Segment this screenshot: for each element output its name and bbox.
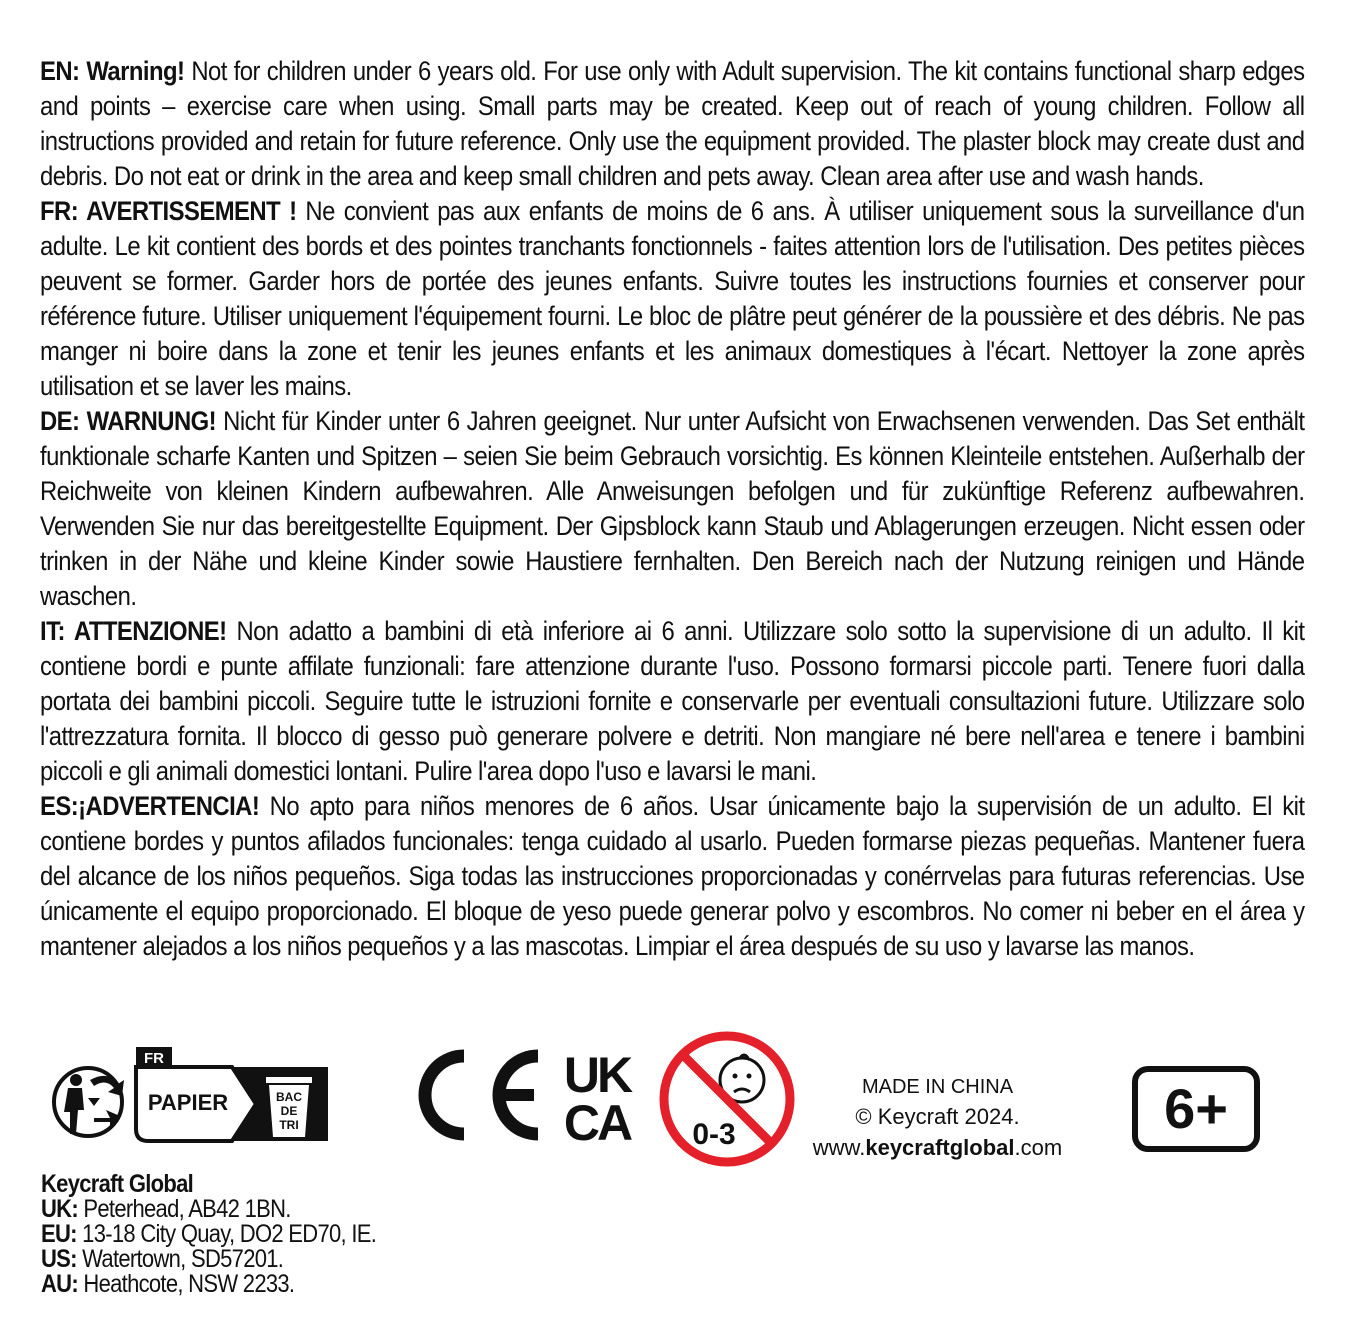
age-6-plus-badge: [1132, 1066, 1260, 1152]
age-badge-text: 6+: [1164, 1077, 1228, 1140]
address-value-au: Heathcote, NSW 2233.: [78, 1270, 295, 1298]
warning-lead-de: DE: WARNUNG!: [40, 406, 217, 436]
age-warning-label: 0-3: [692, 1118, 736, 1151]
website-suffix: .com: [1014, 1135, 1063, 1160]
bin-label-line1: BAC: [276, 1090, 302, 1104]
address-line-au: [41, 1272, 376, 1297]
triman-recycling-icon: [48, 1058, 130, 1142]
warning-body-de: Nicht für Kinder unter 6 Jahren geeignet. Nur unter Aufsicht von Erwachsenen verwenden. Das Set enthält funktionale scharfe Kanten und Spitzen – seien Sie beim Gebrauch vorsichtig. Es können Kleinteile entstehen. Außerhalb der Reichweite von kleinen Kindern aufbewahren. Alle Anweisungen befolgen und für zukünftige Referenz aufbewahren. Verwenden Sie nur das bereitgestellte Equipment. Der Gipsblock kann Staub und Ablagerungen erzeugen. Nicht essen oder trinken in der Nähe und kleine Kinder sowie Haustiere fernhalten. Den Bereich nach der Nutzung reinigen und Hände waschen.: [40, 406, 1305, 611]
warning-paragraph-it: [40, 614, 1305, 789]
warning-paragraph-fr: [40, 194, 1305, 404]
ce-mark-icon: [416, 1048, 546, 1142]
address-label-us: US:: [41, 1245, 77, 1273]
warning-paragraph-de: [40, 404, 1305, 614]
copyright-text: © Keycraft 2024.: [855, 1104, 1020, 1129]
warning-body-en: Not for children under 6 years old. For use only with Adult supervision. The kit contains functional sharp edges and points – exercise care when using. Small parts may be created. Keep out of reach of young children. Follow all instructions provided and retain for future reference. Only use the equipment provided. The plaster block may create dust and debris. Do not eat or drink in the area and keep small children and pets away. Clean area after use and wash hands.: [40, 56, 1305, 191]
ukca-mark-icon: [552, 1048, 642, 1142]
bin-label-line3: TRI: [279, 1118, 299, 1132]
warning-body-es: No apto para niños menores de 6 años. Usar únicamente bajo la supervisión de un adulto. El kit contiene bordes y puntos afilados funcionales: tenga cuidado al usarlo. Pueden formarse piezas pequeñas. Mantener fuera del alcance de los niños pequeños. Siga todas las instrucciones proporcionadas y conérrvelas para futuras referencias. Use únicamente el equipo proporcionado. El bloque de yeso puede generar polvo y escombros. No comer ni beber en el área y mantener alejados a los niños pequeños y a las mascotas. Limpiar el área después de su uso y lavarse las manos.: [40, 791, 1305, 961]
warning-lead-it: IT: ATTENZIONE!: [40, 616, 227, 646]
warning-paragraph-es: [40, 789, 1305, 964]
address-line-eu: [41, 1222, 376, 1247]
warning-body-fr: Ne convient pas aux enfants de moins de 6 ans. À utiliser uniquement sous la surveillance d'un adulte. Le kit contient des bords et des pointes tranchants fonctionnels - faites attention lors de l'utilisation. Des petites pièces peuvent se former. Garder hors de portée des jeunes enfants. Suivre toutes les instructions fournies et conserver pour référence future. Utiliser uniquement l'équipement fourni. Le bloc de plâtre peut générer de la poussière et des débris. Ne pas manger ni boire dans la zone et tenir les jeunes enfants et les animaux domestiques à l'écart. Nettoyer la zone après utilisation et se laver les mains.: [40, 196, 1305, 401]
ukca-line1: UK: [563, 1048, 631, 1103]
address-value-us: Watertown, SD57201.: [76, 1245, 284, 1273]
made-in-text: MADE IN CHINA: [861, 1076, 1014, 1098]
warning-lead-en: EN: Warning!: [40, 56, 185, 86]
warning-paragraph-en: [40, 54, 1305, 194]
company-name: Keycraft Global: [41, 1170, 194, 1198]
website-text: [800, 1133, 1075, 1163]
address-line-us: [41, 1247, 376, 1272]
warning-body-it: Non adatto a bambini di età inferiore ai 6 anni. Utilizzare solo sotto la supervisione di un adulto. Il kit contiene bordi e punte affilate funzionali: fare attenzione durante l'uso. Possono formarsi piccole parti. Tenere fuori dalla portata dei bambini piccoli. Seguire tutte le istruzioni fornite e conservarle per eventuali consultazioni future. Utilizzare solo l'attrezzatura fornita. Il blocco di gesso può generare polvere e detriti. Non mangiare né bere nell'area e tenere i bambini piccoli e gli animali domestici lontani. Pulire l'area dopo l'uso e lavarsi le mani.: [40, 616, 1305, 786]
papier-sorting-label: [134, 1045, 330, 1143]
address-value-uk: Peterhead, AB42 1BN.: [78, 1195, 291, 1223]
warning-lead-es: ES:¡ADVERTENCIA!: [40, 791, 260, 821]
papier-country-code: FR: [144, 1050, 164, 1067]
made-in-block: [800, 1073, 1075, 1163]
warning-lead-fr: FR: AVERTISSEMENT !: [40, 196, 297, 226]
papier-label: PAPIER: [147, 1090, 229, 1115]
address-label-eu: EU:: [41, 1220, 77, 1248]
ukca-line2: CA: [563, 1095, 631, 1142]
address-label-uk: UK:: [41, 1195, 79, 1223]
address-label-au: AU:: [41, 1270, 79, 1298]
website-brand: keycraftglobal: [865, 1135, 1015, 1160]
not-for-under-3-icon: [656, 1028, 798, 1170]
bin-label-line2: DE: [280, 1104, 298, 1118]
website-prefix: www.: [812, 1135, 866, 1160]
company-address: [41, 1172, 376, 1297]
address-value-eu: 13-18 City Quay, DO2 ED70, IE.: [76, 1220, 377, 1248]
warning-text-block: [40, 54, 1305, 964]
address-line-uk: [41, 1197, 376, 1222]
